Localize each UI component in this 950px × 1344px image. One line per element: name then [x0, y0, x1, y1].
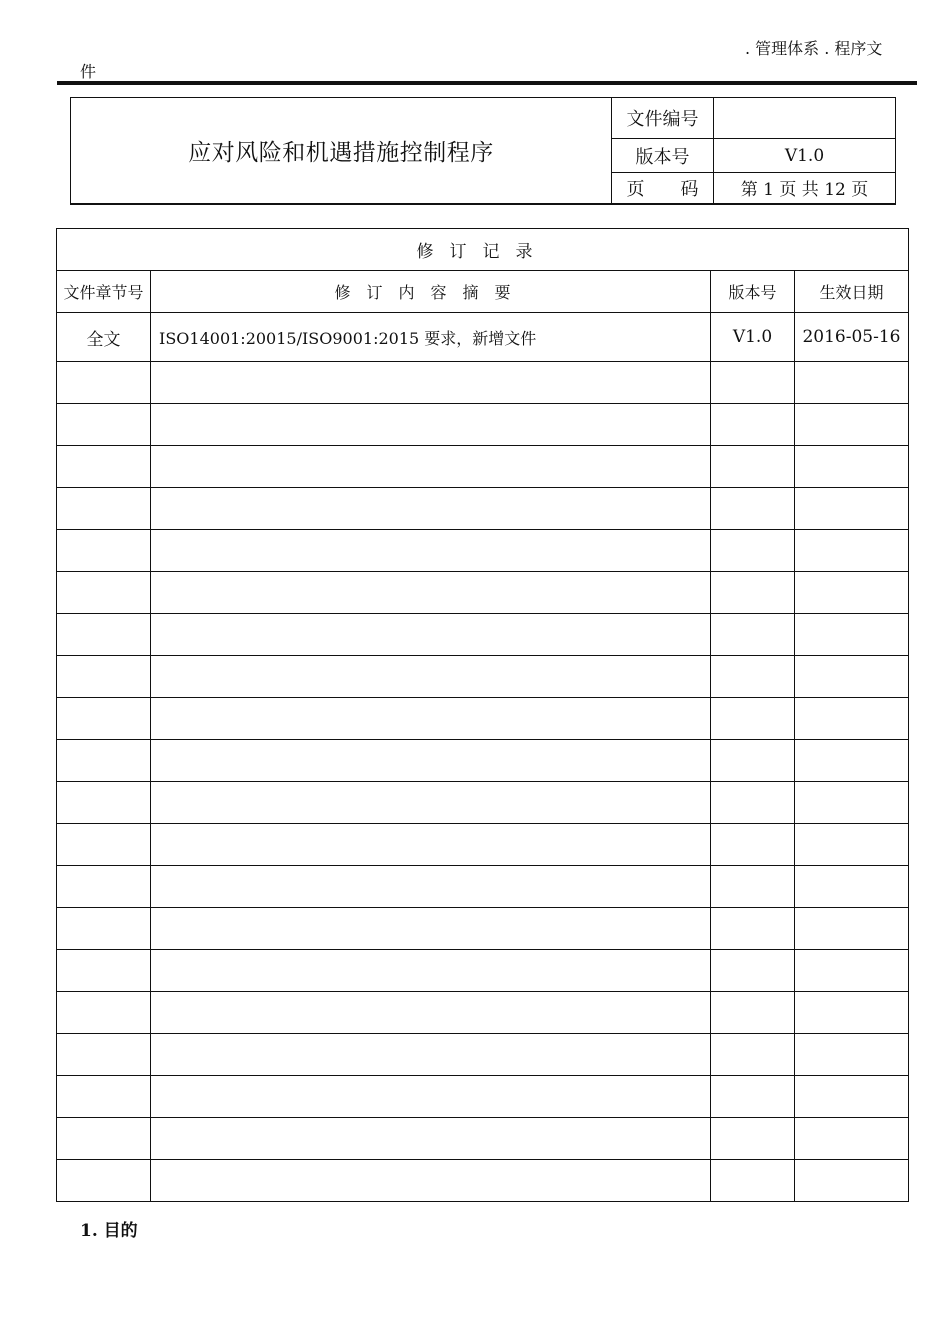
- table-cell-empty: [711, 488, 795, 530]
- revision-record-table: [56, 228, 909, 1202]
- document-title: 应对风险和机遇措施控制程序: [71, 98, 612, 204]
- table-cell-empty: [57, 1160, 151, 1202]
- table-cell-empty: [151, 992, 711, 1034]
- table-row-empty: [57, 698, 909, 740]
- table-cell-empty: [57, 992, 151, 1034]
- document-info-table: [70, 97, 896, 205]
- table-cell-empty: [795, 740, 909, 782]
- table-cell-empty: [151, 614, 711, 656]
- table-row-empty: [57, 530, 909, 572]
- table-cell-empty: [151, 404, 711, 446]
- table-cell-empty: [57, 824, 151, 866]
- section-heading: 1. 目的: [80, 1221, 138, 1241]
- table-row-empty: [57, 992, 909, 1034]
- header-divider: [57, 81, 917, 85]
- table-cell-empty: [57, 1118, 151, 1160]
- table-cell-empty: [711, 656, 795, 698]
- table-cell-empty: [795, 698, 909, 740]
- table-cell-empty: [711, 992, 795, 1034]
- row-date: 2016-05-16: [795, 313, 909, 362]
- table-cell-empty: [151, 1076, 711, 1118]
- table-cell-empty: [57, 446, 151, 488]
- table-cell-empty: [795, 950, 909, 992]
- table-row-empty: [57, 740, 909, 782]
- table-cell-empty: [795, 614, 909, 656]
- table-row-empty: [57, 1118, 909, 1160]
- table-cell-empty: [151, 824, 711, 866]
- table-cell-empty: [711, 1160, 795, 1202]
- column-header-date: 生效日期: [795, 271, 909, 313]
- table-cell-empty: [795, 530, 909, 572]
- table-cell-empty: [711, 908, 795, 950]
- revision-table-caption: 修订记录: [57, 229, 909, 271]
- table-cell-empty: [151, 656, 711, 698]
- table-cell-empty: [151, 362, 711, 404]
- table-cell-empty: [711, 1118, 795, 1160]
- table-row-empty: [57, 782, 909, 824]
- table-cell-empty: [57, 698, 151, 740]
- table-row-empty: [57, 866, 909, 908]
- table-cell-empty: [711, 698, 795, 740]
- table-cell-empty: [711, 362, 795, 404]
- table-cell-empty: [151, 572, 711, 614]
- table-cell-empty: [151, 488, 711, 530]
- table-cell-empty: [795, 1118, 909, 1160]
- table-cell-empty: [795, 782, 909, 824]
- table-cell-empty: [795, 908, 909, 950]
- table-cell-empty: [711, 782, 795, 824]
- table-cell-empty: [151, 950, 711, 992]
- table-cell-empty: [795, 1034, 909, 1076]
- table-cell-empty: [151, 698, 711, 740]
- table-cell-empty: [57, 404, 151, 446]
- table-row-empty: [57, 1076, 909, 1118]
- table-cell-empty: [151, 1034, 711, 1076]
- table-cell-empty: [711, 1076, 795, 1118]
- table-cell-empty: [57, 572, 151, 614]
- table-cell-empty: [795, 362, 909, 404]
- table-cell-empty: [711, 446, 795, 488]
- blank-rows: [57, 362, 909, 1202]
- row-section: 全文: [57, 313, 151, 362]
- table-cell-empty: [151, 866, 711, 908]
- table-row-empty: [57, 362, 909, 404]
- table-cell-empty: [711, 572, 795, 614]
- table-cell-empty: [151, 1160, 711, 1202]
- table-cell-empty: [151, 908, 711, 950]
- table-cell-empty: [795, 1160, 909, 1202]
- table-cell-empty: [711, 740, 795, 782]
- table-row-empty: [57, 572, 909, 614]
- doc-number-label: 文件编号: [612, 98, 714, 139]
- table-cell-empty: [711, 824, 795, 866]
- table-cell-empty: [57, 488, 151, 530]
- row-summary: ISO14001:20015/ISO9001:2015 要求，新增文件: [151, 313, 711, 362]
- table-row-empty: [57, 824, 909, 866]
- header-system-label-continued: 件: [80, 62, 97, 81]
- table-cell-empty: [57, 908, 151, 950]
- table-cell-empty: [57, 362, 151, 404]
- column-header-section: 文件章节号: [57, 271, 151, 313]
- page-label: 页 码: [612, 173, 714, 204]
- table-cell-empty: [57, 1076, 151, 1118]
- table-cell-empty: [151, 740, 711, 782]
- table-cell-empty: [57, 866, 151, 908]
- table-cell-empty: [795, 404, 909, 446]
- table-cell-empty: [151, 782, 711, 824]
- table-cell-empty: [795, 656, 909, 698]
- header-system-label: . 管理体系 . 程序文: [745, 39, 883, 58]
- table-row-empty: [57, 908, 909, 950]
- table-cell-empty: [151, 530, 711, 572]
- table-cell-empty: [711, 614, 795, 656]
- table-cell-empty: [57, 782, 151, 824]
- table-cell-empty: [711, 404, 795, 446]
- table-cell-empty: [795, 1076, 909, 1118]
- table-cell-empty: [151, 1118, 711, 1160]
- table-cell-empty: [57, 950, 151, 992]
- table-cell-empty: [711, 950, 795, 992]
- table-cell-empty: [795, 866, 909, 908]
- table-row-empty: [57, 404, 909, 446]
- column-header-summary: 修订内容摘要: [151, 271, 711, 313]
- table-cell-empty: [711, 1034, 795, 1076]
- table-cell-empty: [57, 656, 151, 698]
- table-cell-empty: [795, 992, 909, 1034]
- table-cell-empty: [795, 824, 909, 866]
- table-row-empty: [57, 614, 909, 656]
- table-cell-empty: [711, 530, 795, 572]
- table-cell-empty: [57, 1034, 151, 1076]
- table-cell-empty: [711, 866, 795, 908]
- page-value: 第 1 页 共 12 页: [714, 173, 896, 204]
- table-cell-empty: [151, 446, 711, 488]
- doc-number-value: [714, 98, 896, 139]
- table-cell-empty: [795, 488, 909, 530]
- table-row-empty: [57, 656, 909, 698]
- column-header-version: 版本号: [711, 271, 795, 313]
- table-cell-empty: [57, 530, 151, 572]
- table-cell-empty: [57, 614, 151, 656]
- table-cell-empty: [57, 740, 151, 782]
- table-row-empty: [57, 488, 909, 530]
- table-row-empty: [57, 1160, 909, 1202]
- table-row-empty: [57, 950, 909, 992]
- table-cell-empty: [795, 572, 909, 614]
- row-version: V1.0: [711, 313, 795, 362]
- table-cell-empty: [795, 446, 909, 488]
- table-row-empty: [57, 1034, 909, 1076]
- version-label: 版本号: [612, 139, 714, 173]
- version-value: V1.0: [714, 139, 896, 173]
- table-row: [57, 313, 909, 362]
- table-row-empty: [57, 446, 909, 488]
